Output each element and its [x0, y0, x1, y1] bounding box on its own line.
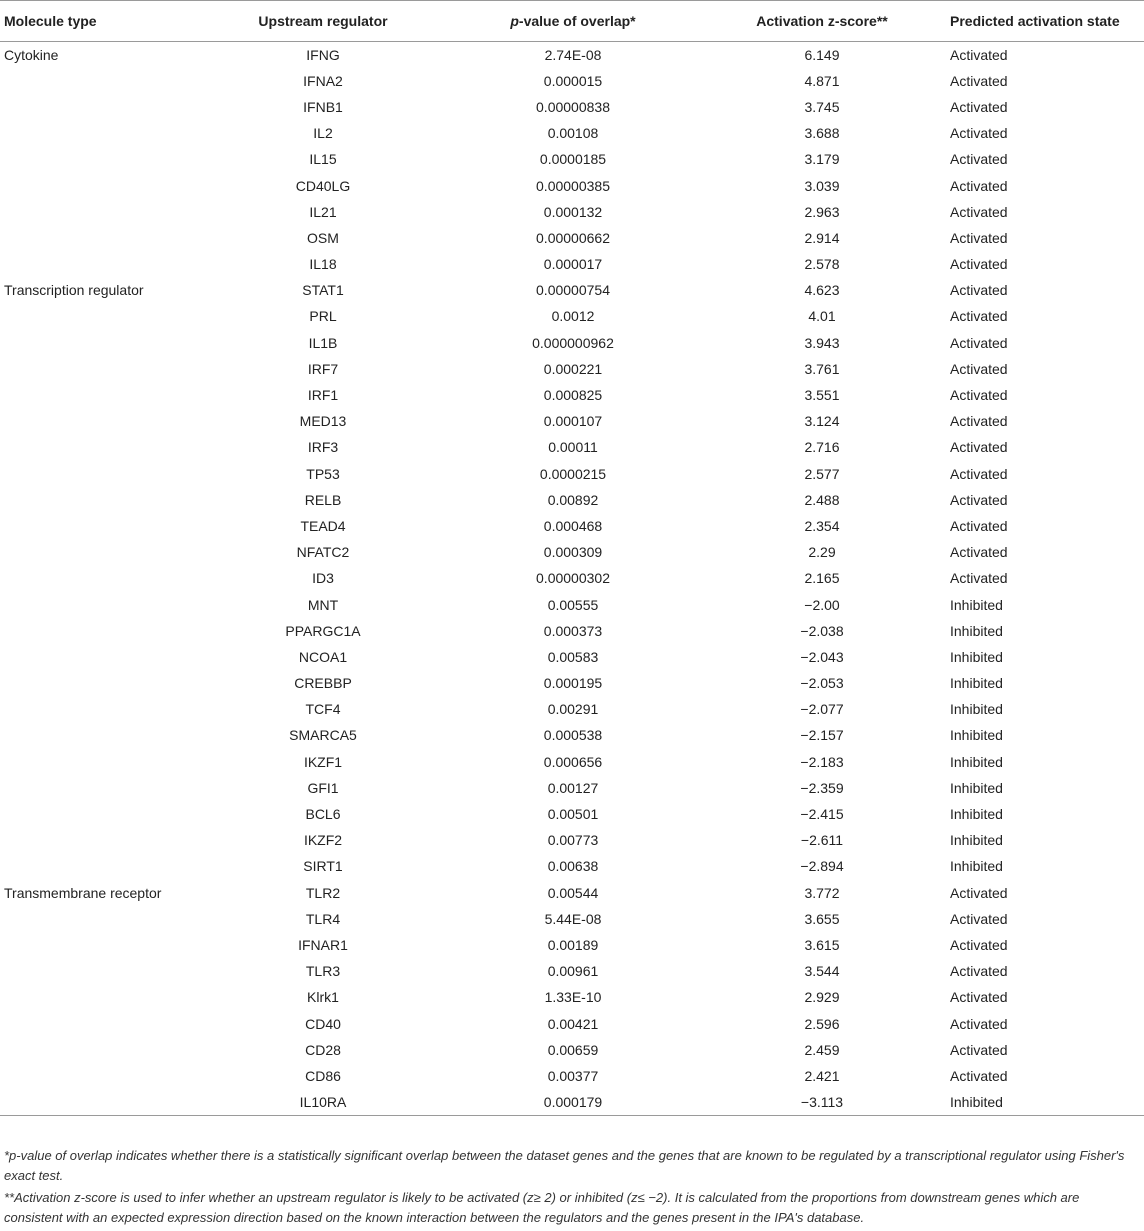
cell-molecule-type: [0, 984, 198, 1010]
cell-molecule-type: [0, 1037, 198, 1063]
header-molecule-type: Molecule type: [0, 1, 198, 42]
cell-molecule-type: [0, 853, 198, 879]
cell-activation-z-score: 2.421: [804, 1067, 840, 1084]
cell-upstream-regulator: ID3: [312, 570, 334, 587]
cell-molecule-type: Transmembrane receptor: [4, 884, 162, 901]
cell-predicted-state: Activated: [950, 256, 1008, 273]
cell-predicted-state: Activated: [950, 334, 1008, 351]
cell-predicted-state: Inhibited: [950, 753, 1003, 770]
cell-activation-z-score: −2.894: [800, 858, 844, 875]
cell-predicted-state: Inhibited: [950, 779, 1003, 796]
cell-predicted-state: Activated: [950, 989, 1008, 1006]
cell-activation-z-score: 2.488: [804, 491, 840, 508]
cell-p-value: 0.00773: [547, 832, 599, 849]
cell-activation-z-score: 3.761: [804, 360, 840, 377]
table-row: [0, 906, 1144, 932]
cell-molecule-type: [0, 618, 198, 644]
cell-predicted-state: Activated: [950, 517, 1008, 534]
cell-molecule-type: [0, 120, 198, 146]
cell-activation-z-score: −3.113: [698, 1089, 946, 1115]
cell-p-value: 0.00000754: [536, 282, 610, 299]
table-row: [0, 199, 1144, 225]
table-row: [0, 670, 1144, 696]
cell-p-value: 0.00000385: [536, 177, 610, 194]
table-row: [0, 356, 1144, 382]
table-row: [0, 1063, 1144, 1089]
cell-upstream-regulator: IL10RA: [198, 1089, 448, 1115]
cell-activation-z-score: 2.963: [804, 203, 840, 220]
header-upstream-regulator: Upstream regulator: [198, 1, 448, 42]
table-body: [0, 42, 1144, 1116]
cell-predicted-state: Activated: [950, 936, 1008, 953]
cell-predicted-state: Inhibited: [950, 675, 1003, 692]
cell-p-value: 0.000195: [543, 675, 603, 692]
cell-activation-z-score: 3.039: [804, 177, 840, 194]
cell-predicted-state: Activated: [950, 229, 1008, 246]
cell-upstream-regulator: IRF7: [307, 360, 339, 377]
table-header: [0, 1, 1144, 42]
table-row: [0, 644, 1144, 670]
cell-activation-z-score: 3.943: [804, 334, 840, 351]
cell-upstream-regulator: IFNAR1: [298, 936, 348, 953]
cell-predicted-state: Activated: [950, 72, 1008, 89]
cell-activation-z-score: 2.578: [804, 256, 840, 273]
cell-activation-z-score: −2.00: [804, 596, 840, 613]
table-row: [0, 984, 1144, 1010]
table-row: [0, 591, 1144, 617]
cell-activation-z-score: 2.29: [808, 544, 836, 561]
cell-upstream-regulator: IL18: [309, 256, 337, 273]
cell-upstream-regulator: IL1B: [308, 334, 338, 351]
cell-molecule-type: [0, 356, 198, 382]
cell-activation-z-score: 3.615: [804, 936, 840, 953]
cell-molecule-type: [0, 932, 198, 958]
cell-predicted-state: Inhibited: [950, 622, 1003, 639]
cell-activation-z-score: −2.043: [800, 648, 844, 665]
cell-p-value: 0.000179: [448, 1089, 698, 1115]
cell-activation-z-score: 3.551: [804, 387, 840, 404]
cell-upstream-regulator: TLR2: [305, 884, 341, 901]
cell-p-value: 0.00011: [548, 439, 598, 456]
cell-predicted-state: Activated: [950, 387, 1008, 404]
cell-upstream-regulator: CD40LG: [295, 177, 351, 194]
cell-predicted-state: Inhibited: [950, 806, 1003, 823]
cell-activation-z-score: 3.544: [804, 963, 840, 980]
cell-p-value: 0.0000185: [539, 151, 607, 168]
table-row: [0, 1037, 1144, 1063]
cell-molecule-type: [0, 382, 198, 408]
cell-molecule-type: [0, 801, 198, 827]
cell-p-value: 0.00583: [547, 648, 599, 665]
cell-upstream-regulator: PPARGC1A: [285, 622, 361, 639]
table-row: [0, 1089, 1144, 1115]
cell-molecule-type: [0, 539, 198, 565]
cell-activation-z-score: 2.354: [804, 517, 840, 534]
cell-molecule-type: [0, 94, 198, 120]
cell-activation-z-score: −2.077: [800, 701, 844, 718]
cell-predicted-state: Activated: [950, 439, 1008, 456]
table-row: [0, 880, 1144, 906]
cell-molecule-type: [0, 591, 198, 617]
cell-p-value: 0.0012: [551, 308, 595, 325]
cell-upstream-regulator: CD40: [305, 1015, 341, 1032]
cell-molecule-type: [0, 670, 198, 696]
cell-activation-z-score: 2.929: [804, 989, 840, 1006]
cell-molecule-type: [0, 696, 198, 722]
cell-activation-z-score: −2.415: [800, 806, 844, 823]
cell-molecule-type: [0, 303, 198, 329]
cell-molecule-type: Transcription regulator: [4, 282, 144, 299]
cell-upstream-regulator: TLR3: [305, 963, 341, 980]
cell-molecule-type: [0, 172, 198, 198]
cell-molecule-type: [0, 827, 198, 853]
cell-upstream-regulator: OSM: [307, 229, 339, 246]
cell-predicted-state: Activated: [950, 151, 1008, 168]
cell-upstream-regulator: IL21: [309, 203, 337, 220]
cell-molecule-type: [0, 644, 198, 670]
cell-predicted-state: Activated: [950, 125, 1008, 142]
cell-predicted-state: Inhibited: [946, 1089, 1144, 1115]
cell-upstream-regulator: NFATC2: [296, 544, 350, 561]
cell-molecule-type: [0, 408, 198, 434]
cell-activation-z-score: 4.871: [804, 72, 840, 89]
cell-p-value: 0.00377: [547, 1067, 599, 1084]
cell-molecule-type: [0, 906, 198, 932]
cell-predicted-state: Inhibited: [950, 648, 1003, 665]
cell-upstream-regulator: STAT1: [302, 282, 344, 299]
cell-upstream-regulator: CREBBP: [294, 675, 352, 692]
cell-p-value: 0.00638: [547, 858, 599, 875]
header-p-italic: p: [510, 13, 519, 29]
table-row: [0, 172, 1144, 198]
table-row: [0, 461, 1144, 487]
cell-molecule-type: [0, 1089, 198, 1115]
cell-molecule-type: [0, 513, 198, 539]
cell-predicted-state: Inhibited: [950, 596, 1003, 613]
cell-predicted-state: Activated: [950, 1015, 1008, 1032]
cell-predicted-state: Activated: [950, 1067, 1008, 1084]
cell-p-value: 5.44E-08: [544, 910, 602, 927]
cell-activation-z-score: −2.038: [800, 622, 844, 639]
cell-p-value: 0.000000962: [532, 334, 614, 351]
table-row: [0, 775, 1144, 801]
cell-predicted-state: Activated: [950, 884, 1008, 901]
cell-activation-z-score: 3.655: [804, 910, 840, 927]
header-predicted-state: Predicted activation state: [946, 1, 1144, 42]
cell-activation-z-score: 3.688: [804, 125, 840, 142]
cell-molecule-type: [0, 68, 198, 94]
cell-molecule-type: [0, 146, 198, 172]
table-row: [0, 330, 1144, 356]
cell-upstream-regulator: GFI1: [307, 779, 339, 796]
cell-predicted-state: Activated: [950, 413, 1008, 430]
cell-molecule-type: [0, 434, 198, 460]
cell-activation-z-score: 4.01: [808, 308, 836, 325]
cell-predicted-state: Activated: [950, 1041, 1008, 1058]
cell-activation-z-score: 6.149: [804, 47, 840, 64]
cell-upstream-regulator: IRF1: [307, 387, 339, 404]
table-row: [0, 434, 1144, 460]
cell-predicted-state: Inhibited: [950, 832, 1003, 849]
table-footnotes: [4, 1146, 1140, 1230]
cell-upstream-regulator: TP53: [306, 465, 340, 482]
cell-p-value: 0.00108: [547, 125, 599, 142]
table-row: [0, 853, 1144, 879]
cell-upstream-regulator: TEAD4: [300, 517, 346, 534]
cell-molecule-type: [0, 565, 198, 591]
cell-activation-z-score: 2.459: [804, 1041, 840, 1058]
cell-p-value: 0.00892: [547, 491, 599, 508]
cell-activation-z-score: 4.623: [804, 282, 840, 299]
cell-p-value: 0.000017: [543, 256, 603, 273]
cell-p-value: 0.00000302: [536, 570, 610, 587]
cell-activation-z-score: −2.183: [800, 753, 844, 770]
cell-predicted-state: Activated: [950, 544, 1008, 561]
cell-activation-z-score: 3.179: [804, 151, 840, 168]
cell-molecule-type: [0, 330, 198, 356]
header-p-rest: -value of overlap*: [518, 13, 636, 29]
table-row: [0, 801, 1144, 827]
cell-activation-z-score: 2.165: [804, 570, 840, 587]
cell-upstream-regulator: IFNB1: [303, 98, 343, 115]
cell-p-value: 1.33E-10: [544, 989, 602, 1006]
cell-molecule-type: [0, 251, 198, 277]
table-row: [0, 225, 1144, 251]
cell-p-value: 0.000107: [543, 413, 603, 430]
cell-upstream-regulator: IFNA2: [303, 72, 343, 89]
cell-upstream-regulator: SIRT1: [303, 858, 343, 875]
header-p-value: [448, 1, 698, 42]
cell-upstream-regulator: IRF3: [307, 439, 339, 456]
cell-p-value: 0.00421: [547, 1015, 599, 1032]
cell-predicted-state: Activated: [950, 570, 1008, 587]
cell-activation-z-score: −2.053: [800, 675, 844, 692]
cell-activation-z-score: −2.359: [800, 779, 844, 796]
cell-molecule-type: [0, 1010, 198, 1036]
cell-p-value: 0.00501: [547, 806, 599, 823]
table-row: [0, 696, 1144, 722]
cell-p-value: 0.0000215: [539, 465, 607, 482]
cell-activation-z-score: −2.157: [800, 727, 844, 744]
cell-predicted-state: Activated: [950, 282, 1008, 299]
table-row: [0, 618, 1144, 644]
cell-upstream-regulator: IL15: [309, 151, 337, 168]
cell-predicted-state: Activated: [950, 98, 1008, 115]
cell-predicted-state: Activated: [950, 308, 1008, 325]
table-row: [0, 408, 1144, 434]
cell-p-value: 0.00000838: [536, 98, 610, 115]
cell-predicted-state: Activated: [950, 963, 1008, 980]
cell-upstream-regulator: TLR4: [305, 910, 341, 927]
cell-upstream-regulator: CD86: [305, 1067, 341, 1084]
table-row: [0, 382, 1144, 408]
table-row: [0, 958, 1144, 984]
table-row: [0, 1010, 1144, 1036]
cell-upstream-regulator: Klrk1: [307, 989, 339, 1006]
cell-molecule-type: [0, 487, 198, 513]
cell-p-value: 0.000132: [543, 203, 603, 220]
cell-upstream-regulator: BCL6: [305, 806, 341, 823]
cell-p-value: 0.00127: [547, 779, 599, 796]
cell-molecule-type: [0, 199, 198, 225]
cell-upstream-regulator: CD28: [305, 1041, 341, 1058]
cell-upstream-regulator: PRL: [309, 308, 337, 325]
cell-p-value: 0.000309: [543, 544, 603, 561]
cell-activation-z-score: 3.745: [804, 98, 840, 115]
cell-predicted-state: Activated: [950, 47, 1008, 64]
cell-p-value: 0.00000662: [536, 229, 610, 246]
cell-activation-z-score: 2.716: [804, 439, 840, 456]
footnote-p-value: *p-value of overlap indicates whether there is a statistically significant overlap between the dataset genes and the genes that are known to be regulated by a transcriptional regulator using Fisher's exact test.: [4, 1148, 1125, 1183]
cell-activation-z-score: 2.914: [804, 229, 840, 246]
cell-predicted-state: Inhibited: [950, 727, 1003, 744]
cell-upstream-regulator: MNT: [307, 596, 339, 613]
cell-molecule-type: [0, 775, 198, 801]
table-row: [0, 749, 1144, 775]
cell-p-value: 0.00291: [547, 701, 599, 718]
cell-p-value: 2.74E-08: [544, 47, 602, 64]
cell-upstream-regulator: SMARCA5: [289, 727, 357, 744]
table-row: [0, 42, 1144, 68]
cell-p-value: 0.00659: [547, 1041, 599, 1058]
cell-upstream-regulator: TCF4: [305, 701, 341, 718]
table-row: [0, 932, 1144, 958]
cell-p-value: 0.000825: [543, 387, 603, 404]
cell-predicted-state: Inhibited: [950, 858, 1003, 875]
table-row: [0, 722, 1144, 748]
cell-predicted-state: Activated: [950, 465, 1008, 482]
footnote-activation-z-score: **Activation z-score is used to infer whether an upstream regulator is likely to be activated (z≥ 2) or inhibited (z≤ −2). It is calculated from the proportions from downstream genes which are consistent with an expected expression direction based on the known interaction between the regulators and the genes present in the IPA's database.: [4, 1190, 1080, 1225]
cell-molecule-type: [0, 749, 198, 775]
cell-p-value: 0.000015: [543, 72, 603, 89]
cell-p-value: 0.000468: [543, 517, 603, 534]
cell-p-value: 0.00961: [547, 963, 599, 980]
cell-activation-z-score: 2.577: [804, 465, 840, 482]
table-row: [0, 539, 1144, 565]
cell-upstream-regulator: IKZF1: [303, 753, 343, 770]
cell-predicted-state: Activated: [950, 491, 1008, 508]
cell-activation-z-score: 3.124: [804, 413, 840, 430]
table-row: [0, 565, 1144, 591]
cell-p-value: 0.00555: [547, 596, 599, 613]
header-row: [0, 1, 1144, 42]
cell-activation-z-score: 2.596: [804, 1015, 840, 1032]
cell-upstream-regulator: MED13: [299, 413, 347, 430]
table-row: [0, 120, 1144, 146]
cell-p-value: 0.000373: [543, 622, 603, 639]
cell-upstream-regulator: NCOA1: [298, 648, 348, 665]
table-row: [0, 827, 1144, 853]
cell-predicted-state: Activated: [950, 177, 1008, 194]
table-row: [0, 146, 1144, 172]
cell-p-value: 0.000656: [543, 753, 603, 770]
cell-molecule-type: [0, 722, 198, 748]
cell-p-value: 0.000221: [543, 360, 603, 377]
cell-predicted-state: Inhibited: [950, 701, 1003, 718]
cell-p-value: 0.00189: [547, 936, 599, 953]
cell-p-value: 0.000538: [543, 727, 603, 744]
cell-p-value: 0.00544: [547, 884, 599, 901]
cell-upstream-regulator: IL2: [313, 125, 333, 142]
header-activation-z-score: Activation z-score**: [698, 1, 946, 42]
table-row: [0, 68, 1144, 94]
cell-upstream-regulator: RELB: [304, 491, 342, 508]
cell-upstream-regulator: IFNG: [306, 47, 340, 64]
cell-molecule-type: [0, 958, 198, 984]
table-row: [0, 487, 1144, 513]
cell-molecule-type: [0, 225, 198, 251]
table-row: [0, 513, 1144, 539]
table-row: [0, 303, 1144, 329]
cell-molecule-type: [0, 1063, 198, 1089]
cell-activation-z-score: 3.772: [804, 884, 840, 901]
cell-predicted-state: Activated: [950, 360, 1008, 377]
cell-activation-z-score: −2.611: [800, 832, 844, 849]
table-row: [0, 251, 1144, 277]
table-row: [0, 94, 1144, 120]
cell-upstream-regulator: IKZF2: [303, 832, 343, 849]
cell-predicted-state: Activated: [950, 203, 1008, 220]
table-row: [0, 277, 1144, 303]
cell-molecule-type: [0, 461, 198, 487]
cell-predicted-state: Activated: [950, 910, 1008, 927]
cell-molecule-type: Cytokine: [4, 47, 59, 64]
